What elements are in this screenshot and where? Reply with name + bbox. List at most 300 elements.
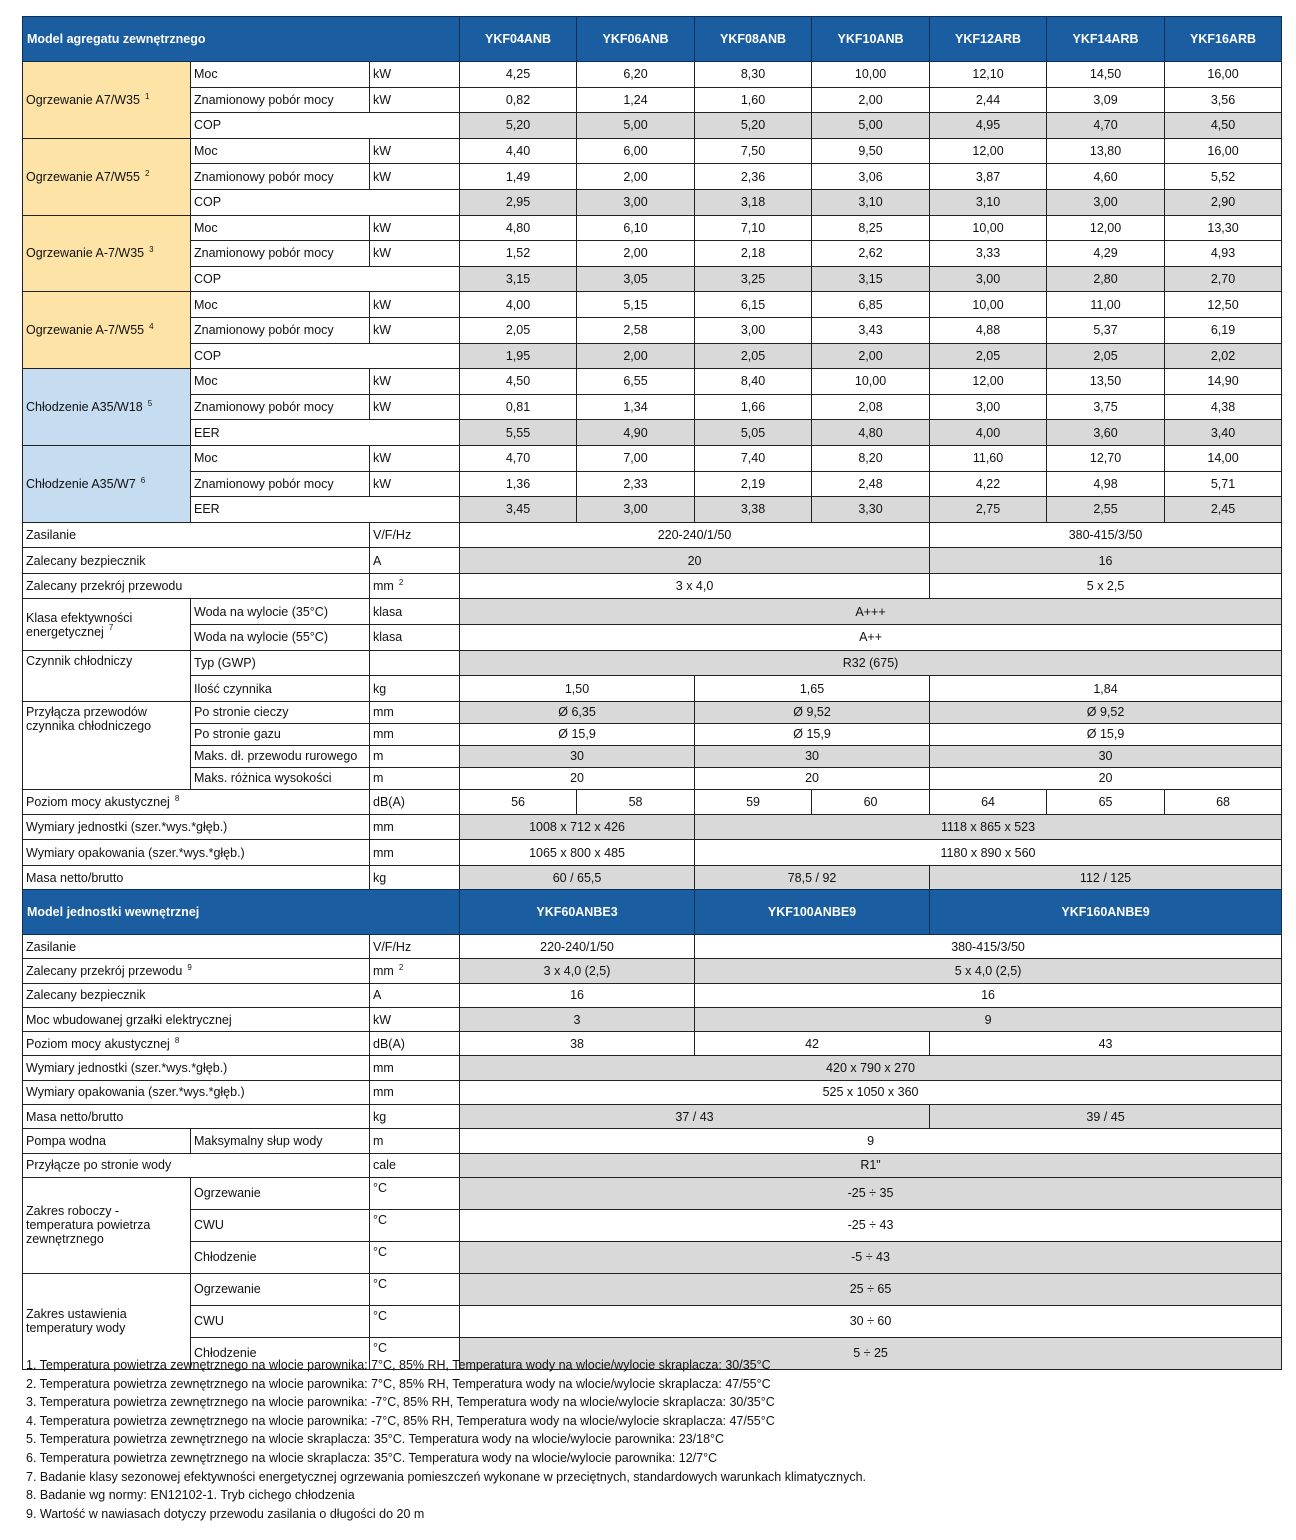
value-cell: 2,18 (695, 241, 812, 267)
cell-text: Ogrzewanie A-7/W55 (26, 323, 145, 338)
indoor-header-title: Model jednostki wewnętrznej (23, 890, 460, 935)
unit-label: °C (370, 1337, 460, 1369)
unit-label: A (370, 983, 460, 1007)
table-row (23, 87, 1282, 113)
value-cell: R32 (675) (460, 650, 1282, 676)
value-cell: 3,00 (577, 497, 695, 523)
value-cell: 3,00 (1047, 189, 1165, 215)
unit-label: °C (370, 1305, 460, 1337)
table-row (23, 266, 1282, 292)
unit-label: V/F/Hz (370, 935, 460, 959)
table-row (23, 189, 1282, 215)
value-cell: 3,09 (1047, 87, 1165, 113)
value-cell: 13,30 (1165, 215, 1282, 241)
value-cell: 65 (1047, 789, 1165, 814)
unit-label: kW (370, 369, 460, 395)
row-label: Zakres ustawienia temperatury wody (23, 1273, 191, 1369)
footnote: 1. Temperatura powietrza zewnętrznego na wlocie parownika: 7°C, 85% RH, Temperatura wody na wlocie/wylocie skraplacza: 30/35°C (26, 1358, 771, 1372)
table-row (23, 62, 1282, 88)
value-cell: 1,52 (460, 241, 577, 267)
footnote-ref: 2 (398, 578, 404, 588)
cell-text: Ogrzewanie A7/W35 (26, 92, 140, 107)
value-cell: 4,50 (1165, 113, 1282, 139)
value-cell: 5 x 2,5 (930, 573, 1282, 599)
value-cell: 6,10 (577, 215, 695, 241)
param-label: Moc (191, 138, 370, 164)
value-cell: 2,44 (930, 87, 1047, 113)
value-cell: 1,49 (460, 164, 577, 190)
value-cell: 4,25 (460, 62, 577, 88)
param-label: Moc (191, 445, 370, 471)
table-row (23, 959, 1282, 983)
value-cell: -25 ÷ 35 (460, 1177, 1282, 1209)
model-column-header: YKF14ARB (1047, 17, 1165, 62)
value-cell: 3,56 (1165, 87, 1282, 113)
mode-group-label (23, 62, 191, 139)
table-row (23, 369, 1282, 395)
footnote-ref: 2 (398, 962, 404, 972)
value-cell: 220-240/1/50 (460, 935, 695, 959)
table-row (23, 650, 1282, 676)
value-cell: 68 (1165, 789, 1282, 814)
row-label: Przyłącza przewodów czynnika chłodniczego (23, 701, 191, 789)
value-cell: 43 (930, 1032, 1282, 1056)
value-cell: 8,20 (812, 445, 930, 471)
value-cell: 3,25 (695, 266, 812, 292)
value-cell: 3,15 (812, 266, 930, 292)
value-cell: 4,70 (1047, 113, 1165, 139)
value-cell: 7,40 (695, 445, 812, 471)
value-cell: 14,50 (1047, 62, 1165, 88)
unit-label (370, 650, 460, 676)
value-cell: 2,36 (695, 164, 812, 190)
table-row (23, 394, 1282, 420)
footnote: 4. Temperatura powietrza zewnętrznego na wlocie parownika: -7°C, 85% RH, Temperatura wody na wlocie/wylocie skraplacza: 47/55°C (26, 1413, 775, 1428)
value-cell: -5 ÷ 43 (460, 1241, 1282, 1273)
unit-label (370, 573, 460, 599)
value-cell: 5,20 (460, 113, 577, 139)
value-cell: 2,80 (1047, 266, 1165, 292)
row-label: Zalecany przekrój przewodu (23, 573, 370, 599)
value-cell: 2,58 (577, 317, 695, 343)
value-cell: 2,02 (1165, 343, 1282, 369)
value-cell: 1,65 (695, 676, 930, 702)
model-column-header: YKF100ANBE9 (695, 890, 930, 935)
value-cell: 12,00 (930, 369, 1047, 395)
value-cell: 2,33 (577, 471, 695, 497)
table-row (23, 1032, 1282, 1056)
row-label (23, 1032, 370, 1056)
cell-text: Zalecany przekrój przewodu (26, 963, 183, 978)
value-cell: 2,00 (812, 87, 930, 113)
value-cell: 4,98 (1047, 471, 1165, 497)
value-cell: 4,90 (577, 420, 695, 446)
row-label: Zasilanie (23, 522, 370, 548)
value-cell: 420 x 790 x 270 (460, 1056, 1282, 1080)
value-cell: 13,50 (1047, 369, 1165, 395)
cell-text: Chłodzenie A35/W7 (26, 476, 136, 491)
param-label: Moc (191, 369, 370, 395)
value-cell: 2,75 (930, 497, 1047, 523)
value-cell: 3,06 (812, 164, 930, 190)
row-label: Czynnik chłodniczy (23, 650, 191, 701)
value-cell: 3,38 (695, 497, 812, 523)
value-cell: 58 (577, 789, 695, 814)
unit-label: kW (370, 317, 460, 343)
model-column-header: YKF04ANB (460, 17, 577, 62)
value-cell: 3,43 (812, 317, 930, 343)
outdoor-unit-table (22, 16, 1282, 892)
table-row (23, 789, 1282, 814)
value-cell: 59 (695, 789, 812, 814)
value-cell: 20 (460, 767, 695, 789)
footnote-ref: 7 (108, 623, 114, 633)
unit-label: kW (370, 164, 460, 190)
value-cell: 2,45 (1165, 497, 1282, 523)
table-row (23, 767, 1282, 789)
table-row (23, 215, 1282, 241)
value-cell: 5,37 (1047, 317, 1165, 343)
unit-label: mm (370, 701, 460, 723)
indoor-unit-table (22, 889, 1282, 1370)
value-cell: 30 (695, 745, 930, 767)
value-cell: 2,48 (812, 471, 930, 497)
unit-label: kW (370, 138, 460, 164)
value-cell: 1,84 (930, 676, 1282, 702)
table-row (23, 138, 1282, 164)
value-cell: 12,10 (930, 62, 1047, 88)
footnote-ref: 3 (149, 245, 154, 255)
value-cell: 8,30 (695, 62, 812, 88)
footnote-ref: 8 (174, 793, 180, 803)
value-cell: 8,40 (695, 369, 812, 395)
param-label: Maks. dł. przewodu rurowego (191, 745, 370, 767)
table-row (23, 723, 1282, 745)
param-label: Moc (191, 215, 370, 241)
value-cell: 8,25 (812, 215, 930, 241)
param-label: COP (191, 343, 460, 369)
table-row (23, 1177, 1282, 1209)
cell-text: Ogrzewanie A-7/W35 (26, 246, 145, 261)
model-column-header: YKF10ANB (812, 17, 930, 62)
value-cell: 20 (695, 767, 930, 789)
value-cell: 39 / 45 (930, 1105, 1282, 1129)
unit-label (370, 959, 460, 983)
table-row (23, 317, 1282, 343)
value-cell: 1008 x 712 x 426 (460, 814, 695, 840)
value-cell: 10,00 (930, 215, 1047, 241)
value-cell: 1,95 (460, 343, 577, 369)
value-cell: 2,00 (577, 343, 695, 369)
table-row (23, 814, 1282, 840)
value-cell: 1,34 (577, 394, 695, 420)
value-cell: 2,05 (695, 343, 812, 369)
value-cell: 14,90 (1165, 369, 1282, 395)
param-label: CWU (191, 1209, 370, 1241)
table-row (23, 676, 1282, 702)
footnote-ref: 1 (144, 91, 150, 101)
param-label: Moc (191, 292, 370, 318)
value-cell: 3,30 (812, 497, 930, 523)
table-row (23, 1080, 1282, 1104)
value-cell: 12,50 (1165, 292, 1282, 318)
param-label: Znamionowy pobór mocy (191, 164, 370, 190)
value-cell: 4,60 (1047, 164, 1165, 190)
footnote-ref: 5 (147, 398, 153, 408)
value-cell: 0,81 (460, 394, 577, 420)
value-cell: 38 (460, 1032, 695, 1056)
mode-group-label (23, 445, 191, 522)
value-cell: 14,00 (1165, 445, 1282, 471)
value-cell: 525 x 1050 x 360 (460, 1080, 1282, 1104)
value-cell: 16 (930, 548, 1282, 574)
table-row (23, 866, 1282, 892)
value-cell: 11,60 (930, 445, 1047, 471)
table-row (23, 1129, 1282, 1153)
unit-label: kg (370, 1105, 460, 1129)
value-cell: 5 x 4,0 (2,5) (695, 959, 1282, 983)
value-cell: 4,70 (460, 445, 577, 471)
table-row (23, 1273, 1282, 1305)
value-cell: 2,62 (812, 241, 930, 267)
value-cell: 380-415/3/50 (695, 935, 1282, 959)
value-cell: 2,70 (1165, 266, 1282, 292)
value-cell: 13,80 (1047, 138, 1165, 164)
value-cell: 5,15 (577, 292, 695, 318)
unit-label: V/F/Hz (370, 522, 460, 548)
value-cell: 3,87 (930, 164, 1047, 190)
table-row (23, 164, 1282, 190)
footnote: 5. Temperatura powietrza zewnętrznego na wlocie skraplacza: 35°C. Temperatura wody na wlocie/wylocie parownika: 23/18°C (26, 1432, 725, 1447)
value-cell: 2,00 (812, 343, 930, 369)
table-row (23, 1007, 1282, 1031)
value-cell: 0,82 (460, 87, 577, 113)
cell-text: Klasa efektywności energetycznej (26, 610, 133, 639)
value-cell: 16,00 (1165, 138, 1282, 164)
row-label: Wymiary opakowania (szer.*wys.*głęb.) (23, 840, 370, 866)
value-cell: 3,15 (460, 266, 577, 292)
value-cell: 9,50 (812, 138, 930, 164)
value-cell: 3,18 (695, 189, 812, 215)
value-cell: 6,85 (812, 292, 930, 318)
value-cell: 5,20 (695, 113, 812, 139)
value-cell: 1,60 (695, 87, 812, 113)
value-cell: 5,71 (1165, 471, 1282, 497)
param-label: Ogrzewanie (191, 1177, 370, 1209)
value-cell: 7,00 (577, 445, 695, 471)
value-cell: 30 ÷ 60 (460, 1305, 1282, 1337)
footnotes (26, 1356, 866, 1523)
unit-label: kW (370, 87, 460, 113)
row-label: Zakres roboczy - temperatura powietrza zewnętrznego (23, 1177, 191, 1273)
unit-label: kW (370, 1007, 460, 1031)
table-row (23, 241, 1282, 267)
footnote: 8. Badanie wg normy: EN12102-1. Tryb cichego chłodzenia (26, 1488, 355, 1503)
param-label: COP (191, 113, 460, 139)
value-cell: 10,00 (812, 369, 930, 395)
value-cell: 16,00 (1165, 62, 1282, 88)
param-label: Znamionowy pobór mocy (191, 87, 370, 113)
model-column-header: YKF160ANBE9 (930, 890, 1282, 935)
unit-label: kW (370, 471, 460, 497)
unit-label: kW (370, 241, 460, 267)
value-cell: 6,55 (577, 369, 695, 395)
value-cell: 5,05 (695, 420, 812, 446)
value-cell: 20 (460, 548, 930, 574)
value-cell: 2,95 (460, 189, 577, 215)
model-column-header: YKF08ANB (695, 17, 812, 62)
value-cell: 3 (460, 1007, 695, 1031)
value-cell: 2,05 (930, 343, 1047, 369)
value-cell: 25 ÷ 65 (460, 1273, 1282, 1305)
value-cell: 2,05 (460, 317, 577, 343)
value-cell: 3,33 (930, 241, 1047, 267)
footnote: 2. Temperatura powietrza zewnętrznego na wlocie parownika: 7°C, 85% RH, Temperatura wody na wlocie/wylocie skraplacza: 47/55°C (26, 1376, 771, 1391)
model-column-header: YKF60ANBE3 (460, 890, 695, 935)
table-row (23, 745, 1282, 767)
param-label: Znamionowy pobór mocy (191, 317, 370, 343)
value-cell: 4,50 (460, 369, 577, 395)
model-column-header: YKF06ANB (577, 17, 695, 62)
value-cell: 1,36 (460, 471, 577, 497)
value-cell: 5 ÷ 25 (460, 1337, 1282, 1369)
value-cell: 37 / 43 (460, 1105, 930, 1129)
param-label: COP (191, 189, 460, 215)
unit-label: mm (370, 840, 460, 866)
mode-group-label (23, 215, 191, 292)
param-label: Znamionowy pobór mocy (191, 471, 370, 497)
value-cell: 3,10 (812, 189, 930, 215)
footnote-ref: 6 (140, 475, 146, 485)
table-row (23, 840, 1282, 866)
value-cell: 3 x 4,0 (2,5) (460, 959, 695, 983)
unit-label: °C (370, 1273, 460, 1305)
table-row (23, 1241, 1282, 1273)
row-label (23, 959, 370, 983)
unit-label: mm (370, 723, 460, 745)
row-label: Masa netto/brutto (23, 866, 370, 892)
footnote: 9. Wartość w nawiasach dotyczy przewodu zasilania o długości do 20 m (26, 1506, 425, 1521)
value-cell: 220-240/1/50 (460, 522, 930, 548)
row-label: Przyłącze po stronie wody (23, 1153, 370, 1177)
table-row (23, 292, 1282, 318)
value-cell: 6,19 (1165, 317, 1282, 343)
unit-label: kg (370, 676, 460, 702)
value-cell: 1065 x 800 x 485 (460, 840, 695, 866)
value-cell: 1,66 (695, 394, 812, 420)
value-cell: 4,80 (812, 420, 930, 446)
value-cell: Ø 15,9 (460, 723, 695, 745)
cell-text: Poziom mocy akustycznej (26, 1036, 170, 1051)
param-label: COP (191, 266, 460, 292)
value-cell: 1,24 (577, 87, 695, 113)
table-row (23, 420, 1282, 446)
value-cell: 6,20 (577, 62, 695, 88)
value-cell: 5,55 (460, 420, 577, 446)
param-label: EER (191, 420, 460, 446)
table-row (23, 471, 1282, 497)
param-label: Ilość czynnika (191, 676, 370, 702)
unit-label: m (370, 745, 460, 767)
value-cell: A++ (460, 625, 1282, 651)
value-cell: 12,70 (1047, 445, 1165, 471)
value-cell: 5,00 (577, 113, 695, 139)
table-row (23, 113, 1282, 139)
value-cell: R1" (460, 1153, 1282, 1177)
value-cell: 56 (460, 789, 577, 814)
value-cell: Ø 9,52 (930, 701, 1282, 723)
value-cell: 11,00 (1047, 292, 1165, 318)
mode-group-label (23, 138, 191, 215)
unit-label: cale (370, 1153, 460, 1177)
table-row (23, 445, 1282, 471)
param-label: Moc (191, 62, 370, 88)
value-cell: 9 (695, 1007, 1282, 1031)
row-label: Zasilanie (23, 935, 370, 959)
table-row (23, 1153, 1282, 1177)
value-cell: 10,00 (812, 62, 930, 88)
row-label (23, 789, 370, 814)
value-cell: 3,05 (577, 266, 695, 292)
value-cell: 5,00 (812, 113, 930, 139)
value-cell: 2,00 (577, 164, 695, 190)
value-cell: 4,88 (930, 317, 1047, 343)
table-row (23, 625, 1282, 651)
param-label: Woda na wylocie (55°C) (191, 625, 370, 651)
value-cell: 3,00 (577, 189, 695, 215)
value-cell: 16 (695, 983, 1282, 1007)
unit-label: kW (370, 445, 460, 471)
mode-group-label (23, 292, 191, 369)
row-label: Masa netto/brutto (23, 1105, 370, 1129)
table-row (23, 983, 1282, 1007)
unit-label: klasa (370, 599, 460, 625)
unit-label: m (370, 1129, 460, 1153)
value-cell: 6,00 (577, 138, 695, 164)
footnote-ref: 9 (187, 962, 192, 972)
unit-label: klasa (370, 625, 460, 651)
value-cell: 5,52 (1165, 164, 1282, 190)
unit-label: °C (370, 1241, 460, 1273)
value-cell: 3,40 (1165, 420, 1282, 446)
cell-text: Poziom mocy akustycznej (26, 794, 170, 809)
value-cell: 4,93 (1165, 241, 1282, 267)
row-label: Pompa wodna (23, 1129, 191, 1153)
value-cell: 3,60 (1047, 420, 1165, 446)
footnote-ref: 2 (144, 168, 150, 178)
table-row (23, 343, 1282, 369)
model-column-header: YKF12ARB (930, 17, 1047, 62)
table-row (23, 548, 1282, 574)
param-label: EER (191, 497, 460, 523)
row-label: Moc wbudowanej grzałki elektrycznej (23, 1007, 370, 1031)
unit-label: mm (370, 814, 460, 840)
value-cell: 3,45 (460, 497, 577, 523)
value-cell: 4,40 (460, 138, 577, 164)
unit-label: kW (370, 62, 460, 88)
value-cell: 3,00 (930, 394, 1047, 420)
value-cell: 2,90 (1165, 189, 1282, 215)
value-cell: 3,00 (695, 317, 812, 343)
param-label: Typ (GWP) (191, 650, 370, 676)
unit-label: m (370, 767, 460, 789)
param-label: Maksymalny słup wody (191, 1129, 370, 1153)
value-cell: 16 (460, 983, 695, 1007)
value-cell: 3,75 (1047, 394, 1165, 420)
unit-label: dB(A) (370, 789, 460, 814)
row-label (23, 599, 191, 650)
value-cell: 1180 x 890 x 560 (695, 840, 1282, 866)
